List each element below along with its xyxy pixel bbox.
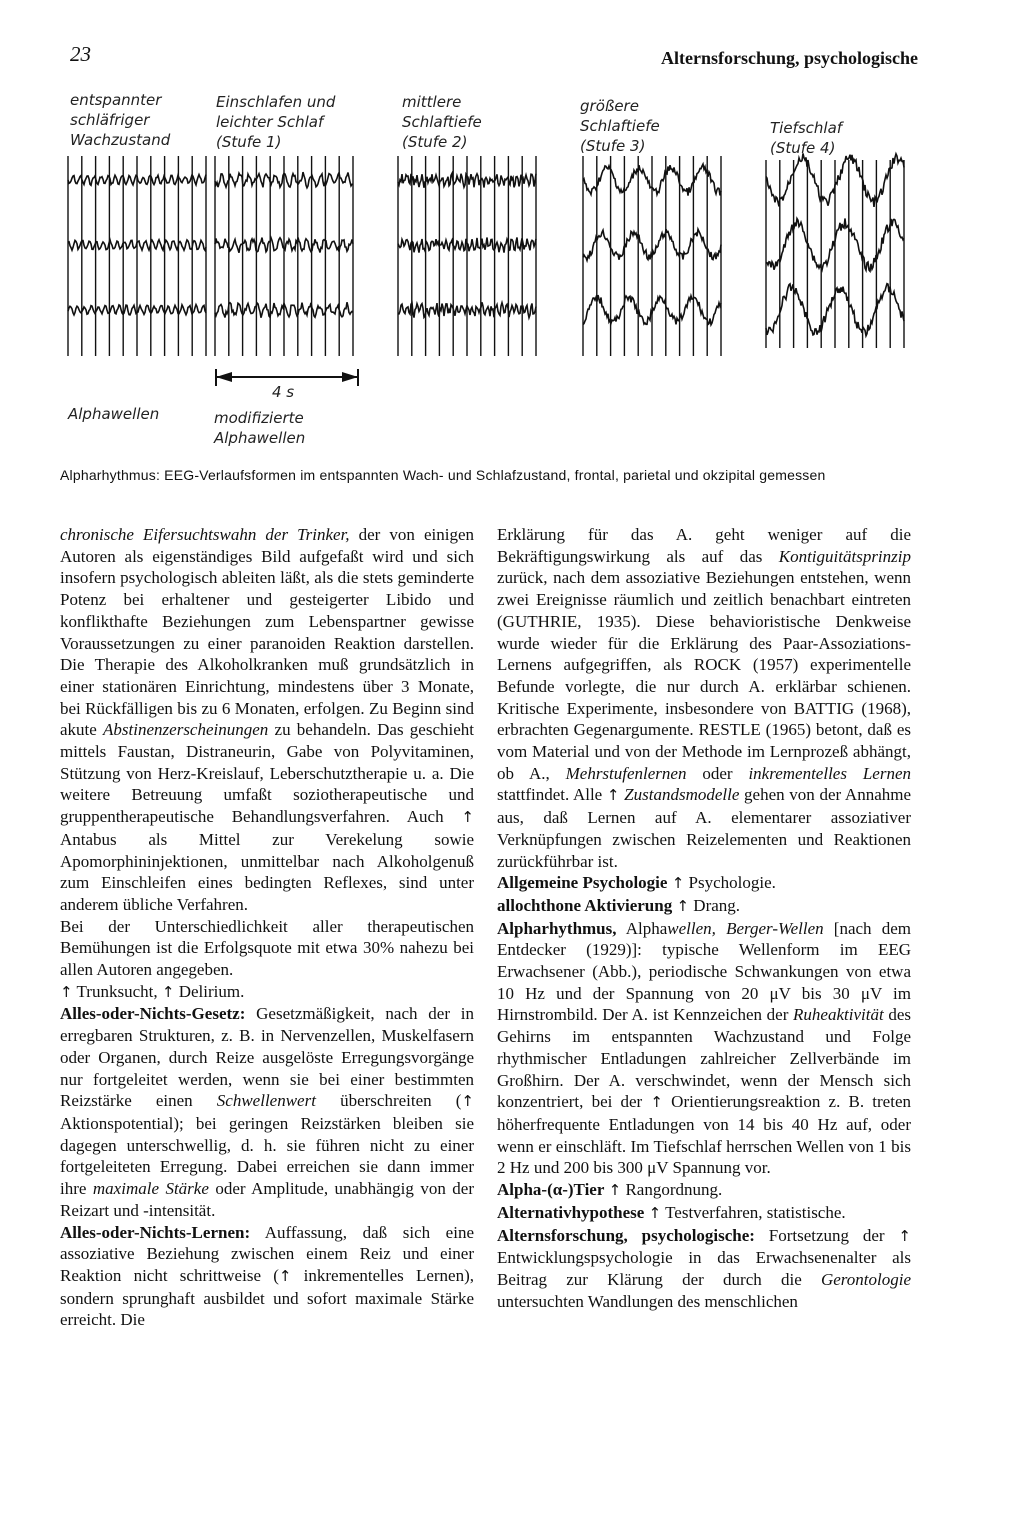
entry-term: Alles-oder-Nichts-Gesetz: [60, 1004, 246, 1024]
text-run: oder [686, 763, 749, 783]
cross-reference-arrow-icon: ↑ [461, 1092, 474, 1111]
paragraph [497, 1225, 911, 1313]
text-run: der von einigen Autoren als eigenständiges Bild aufgefaßt wird und sich insofern psychologisch ableiten läßt, als die stets geminderte Potenz bei erhaltener und gesteigerter Libido und konflikthafte Beziehungen zum Lebenspartner gewisse Voraussetzungen zu einer paranoiden Reaktion darstellen. Die Therapie des Alkoholkranken muß grundsätzlich in einer stationären Einrichtung, mindestens über 3 Monate, bei Rückfälligen bis zu 6 Monaten, erfolgen. Zu Beginn sind akute [60, 525, 474, 740]
eeg-figure [60, 150, 940, 390]
right-column [497, 524, 911, 1312]
text-run: Entwicklungspsychologie in das Erwachsenenalter als Beitrag zur Klärung der durch die [497, 1248, 911, 1289]
text-run: stattfindet. Alle [497, 785, 607, 805]
entry-term: Alpharhythmus, [497, 918, 617, 938]
text-run: Auffassung, daß sich eine assoziative Beziehung zwischen einem Reiz und einer Reaktion nicht schrittweise ( [60, 1222, 474, 1285]
italic-text: Abstinenzerscheinungen [103, 720, 269, 740]
cross-reference-arrow-icon: ↑ [161, 982, 175, 1001]
text-run: Drang. [689, 895, 741, 915]
paragraph [497, 1179, 911, 1202]
italic-text: Mehrstufenlernen [565, 763, 687, 783]
stage-label-stage3: größere Schlaftiefe (Stufe 3) [580, 97, 660, 155]
text-run: inkrementelles Lernen), sondern sprunghaft ausbildet und sofort maximale Stärke erreicht. Die [60, 1265, 474, 1330]
text-run: Testverfahren, statistische. [661, 1202, 846, 1222]
cross-reference-arrow-icon: ↑ [648, 1203, 662, 1222]
italic-text: Schwellenwert [216, 1091, 316, 1111]
page-number: 23 [70, 42, 91, 66]
running-head: Alternsforschung, psychologische [660, 48, 918, 68]
text-run: Gesetzmäßigkeit, nach der in erregbaren Strukturen, z. B. in Nervenzellen, Muskelfasern oder Organen, durch Reize ausgelöste Erregungsvorgänge nur fortgeleitet werden, wenn sie bei einer bestimmten Reizstärke einen [60, 1004, 474, 1111]
text-run: Bei der Unterschiedlichkeit aller therapeutischen Bemühungen ist die Erfolgsquote mit etwa 30% nahezu bei allen Autoren angegeben. [60, 916, 474, 980]
cross-reference-arrow-icon: ↑ [650, 1093, 663, 1112]
cross-reference-arrow-icon: ↑ [606, 786, 620, 805]
paragraph [60, 1003, 474, 1221]
cross-reference-arrow-icon: ↑ [608, 1181, 622, 1200]
text-run: Orientierungsreaktion z. B. treten höherfrequente Entladungen von 14 bis 40 Hz auf, oder wenn er einschläft. Im Tiefschlaf herrschen Wellen von 1 bis 2 Hz und 200 bis 300 μV Spannung vor. [497, 1092, 911, 1178]
text-run: Fortsetzung der [754, 1225, 899, 1245]
text-run: Trunksucht, [72, 981, 162, 1001]
entry-term: allochthone Aktivierung [497, 895, 673, 915]
paragraph [60, 524, 474, 916]
entry-term: Alles-oder-Nichts-Lernen: [60, 1222, 251, 1242]
italic-text: Ruheaktivität [793, 1005, 884, 1025]
scale-bar-label: 4 s [272, 383, 295, 401]
italic-text: Gerontologie [820, 1269, 911, 1289]
figure-caption: Alpharhythmus: EEG-Verlaufsformen im entspannten Wach- und Schlafzustand, frontal, parietal und okzipital gemessen [60, 467, 826, 483]
text-run: Antabus als Mittel zur Verekelung sowie Apomorphininjektionen, unmittelbar nach Alkoholgenuß zum Einschleifen eines bedingten Reflexes, sind unter anderem übliche Verfahren. [60, 829, 474, 914]
text-run: untersuchten Wandlungen des menschlichen [497, 1291, 798, 1311]
entry-term: Allgemeine Psychologie [497, 873, 668, 893]
text-run: Alpha [616, 918, 668, 938]
paragraph [497, 872, 911, 895]
paragraph [497, 918, 911, 1179]
text-run: des Gehirns im entspannten Wachzustand und Folge rhythmischer Entladungen zahlreicher Zellverbände im Großhirn. Der A. verschwindet, wenn der Mensch sich konzentriert, bei der [497, 1005, 911, 1112]
text-run: gehen von der Annahme aus, daß Lernen auf A. elementarer assoziativer Verknüpfungen zwischen Reizelementen und Reaktionen zurückführbar ist. [497, 785, 912, 871]
text-run: Aktionspotential); bei geringen Reizstärken bleiben sie dagegen unterschwellig, d. h. sie führen nicht zu einer fortgeleiteten Erregung. Dabei erreichen sie dann immer ihre [60, 1113, 474, 1199]
italic-text: chronische Eifersuchtswahn der Trinker, [60, 525, 350, 544]
eeg-panel-1 [68, 156, 206, 356]
stage-label-stage1: Einschlafen und leichter Schlaf (Stufe 1) [216, 93, 336, 151]
cross-reference-arrow-icon: ↑ [898, 1226, 911, 1245]
left-column [60, 524, 474, 1331]
entry-term: Alpha-(α-)Tier [497, 1180, 605, 1200]
stage-label-wake: entspannter schläfriger Wachzustand [70, 91, 171, 149]
entry-term: Alternsforschung, psychologische: [497, 1225, 755, 1245]
text-run: überschreiten ( [315, 1091, 462, 1111]
paragraph [497, 1202, 911, 1225]
eeg-panel-4 [583, 156, 721, 356]
cross-reference-arrow-icon: ↑ [676, 896, 690, 915]
eeg-panel-2 [215, 156, 353, 356]
eeg-panel-3 [398, 156, 536, 356]
text-run: Delirium. [174, 981, 245, 1001]
text-run: Psychologie. [684, 873, 776, 893]
italic-text: maximale Stärke [92, 1179, 209, 1199]
cross-reference-arrow-icon: ↑ [60, 982, 73, 1001]
italic-text: Zustandsmodelle [624, 785, 740, 805]
cross-reference-arrow-icon: ↑ [278, 1266, 292, 1285]
stage-label-stage2: mittlere Schlaftiefe (Stufe 2) [402, 93, 482, 151]
italic-text: inkrementelles Lernen [748, 763, 911, 783]
paragraph [497, 895, 911, 918]
stage-label-stage4: Tiefschlaf (Stufe 4) [770, 119, 843, 157]
italic-text: wellen, Berger-Wellen [667, 918, 824, 938]
italic-text: Kontiguitätsprinzip [778, 546, 911, 566]
text-run: zurück, nach dem assoziative Beziehungen entstehen, wenn zwei Ereignisse räumlich und zeitlich benachbart eintreten (GUTHRIE, 1935). Diese behavioristische Denkweise wurde wieder für die Erklärung des Paar-Assoziations-Lernens aufgegriffen, als ROCK (1957) experimentelle Befunde vorlegte, die nur durch A. erklärbar schienen. Kritische Experimente, insbesondere von BATTIG (1968), erbrachten Gegenargumente. RESTLE (1965) betont, daß es vom Material und von der Methode im Lernprozeß abhängt, ob A., [497, 568, 911, 783]
paragraph [60, 916, 474, 981]
text-run: zu behandeln. Das geschieht mittels Faustan, Distraneurin, Gabe von Polyvitaminen, Stützung von Herz-Kreislauf, Leberschutztherapie u. a. Die weitere Betreuung umfaßt soziotherapeutische und gruppentherapeutische Behandlungsverfahren. Auch [60, 720, 474, 827]
bottom-label-modified-alphawellen: modifizierte Alphawellen [214, 409, 306, 447]
cross-reference-arrow-icon: ↑ [671, 874, 685, 893]
text-run: Erklärung für das A. geht weniger auf die Bekräftigungswirkung als auf das [497, 525, 911, 566]
cross-reference-arrow-icon: ↑ [461, 808, 474, 827]
entry-term: Alternativhypothese [497, 1202, 645, 1222]
eeg-panel-5 [766, 153, 904, 348]
text-run: [nach dem Entdecker (1929)]: typische Wellenform im EEG Erwachsener (Abb.), periodische Schwankungen von etwa 10 Hz und der Spannung von 20 μV bis 30 μV im Hirnstrombild. Der A. ist Kennzeichen der [497, 918, 911, 1025]
text-run: oder Amplitude, unabhängig von der Reizart und -intensität. [60, 1179, 474, 1220]
paragraph [60, 981, 474, 1004]
bottom-label-alphawellen: Alphawellen [68, 405, 160, 423]
paragraph [497, 524, 911, 872]
paragraph [60, 1222, 474, 1332]
text-run: Rangordnung. [621, 1180, 723, 1200]
